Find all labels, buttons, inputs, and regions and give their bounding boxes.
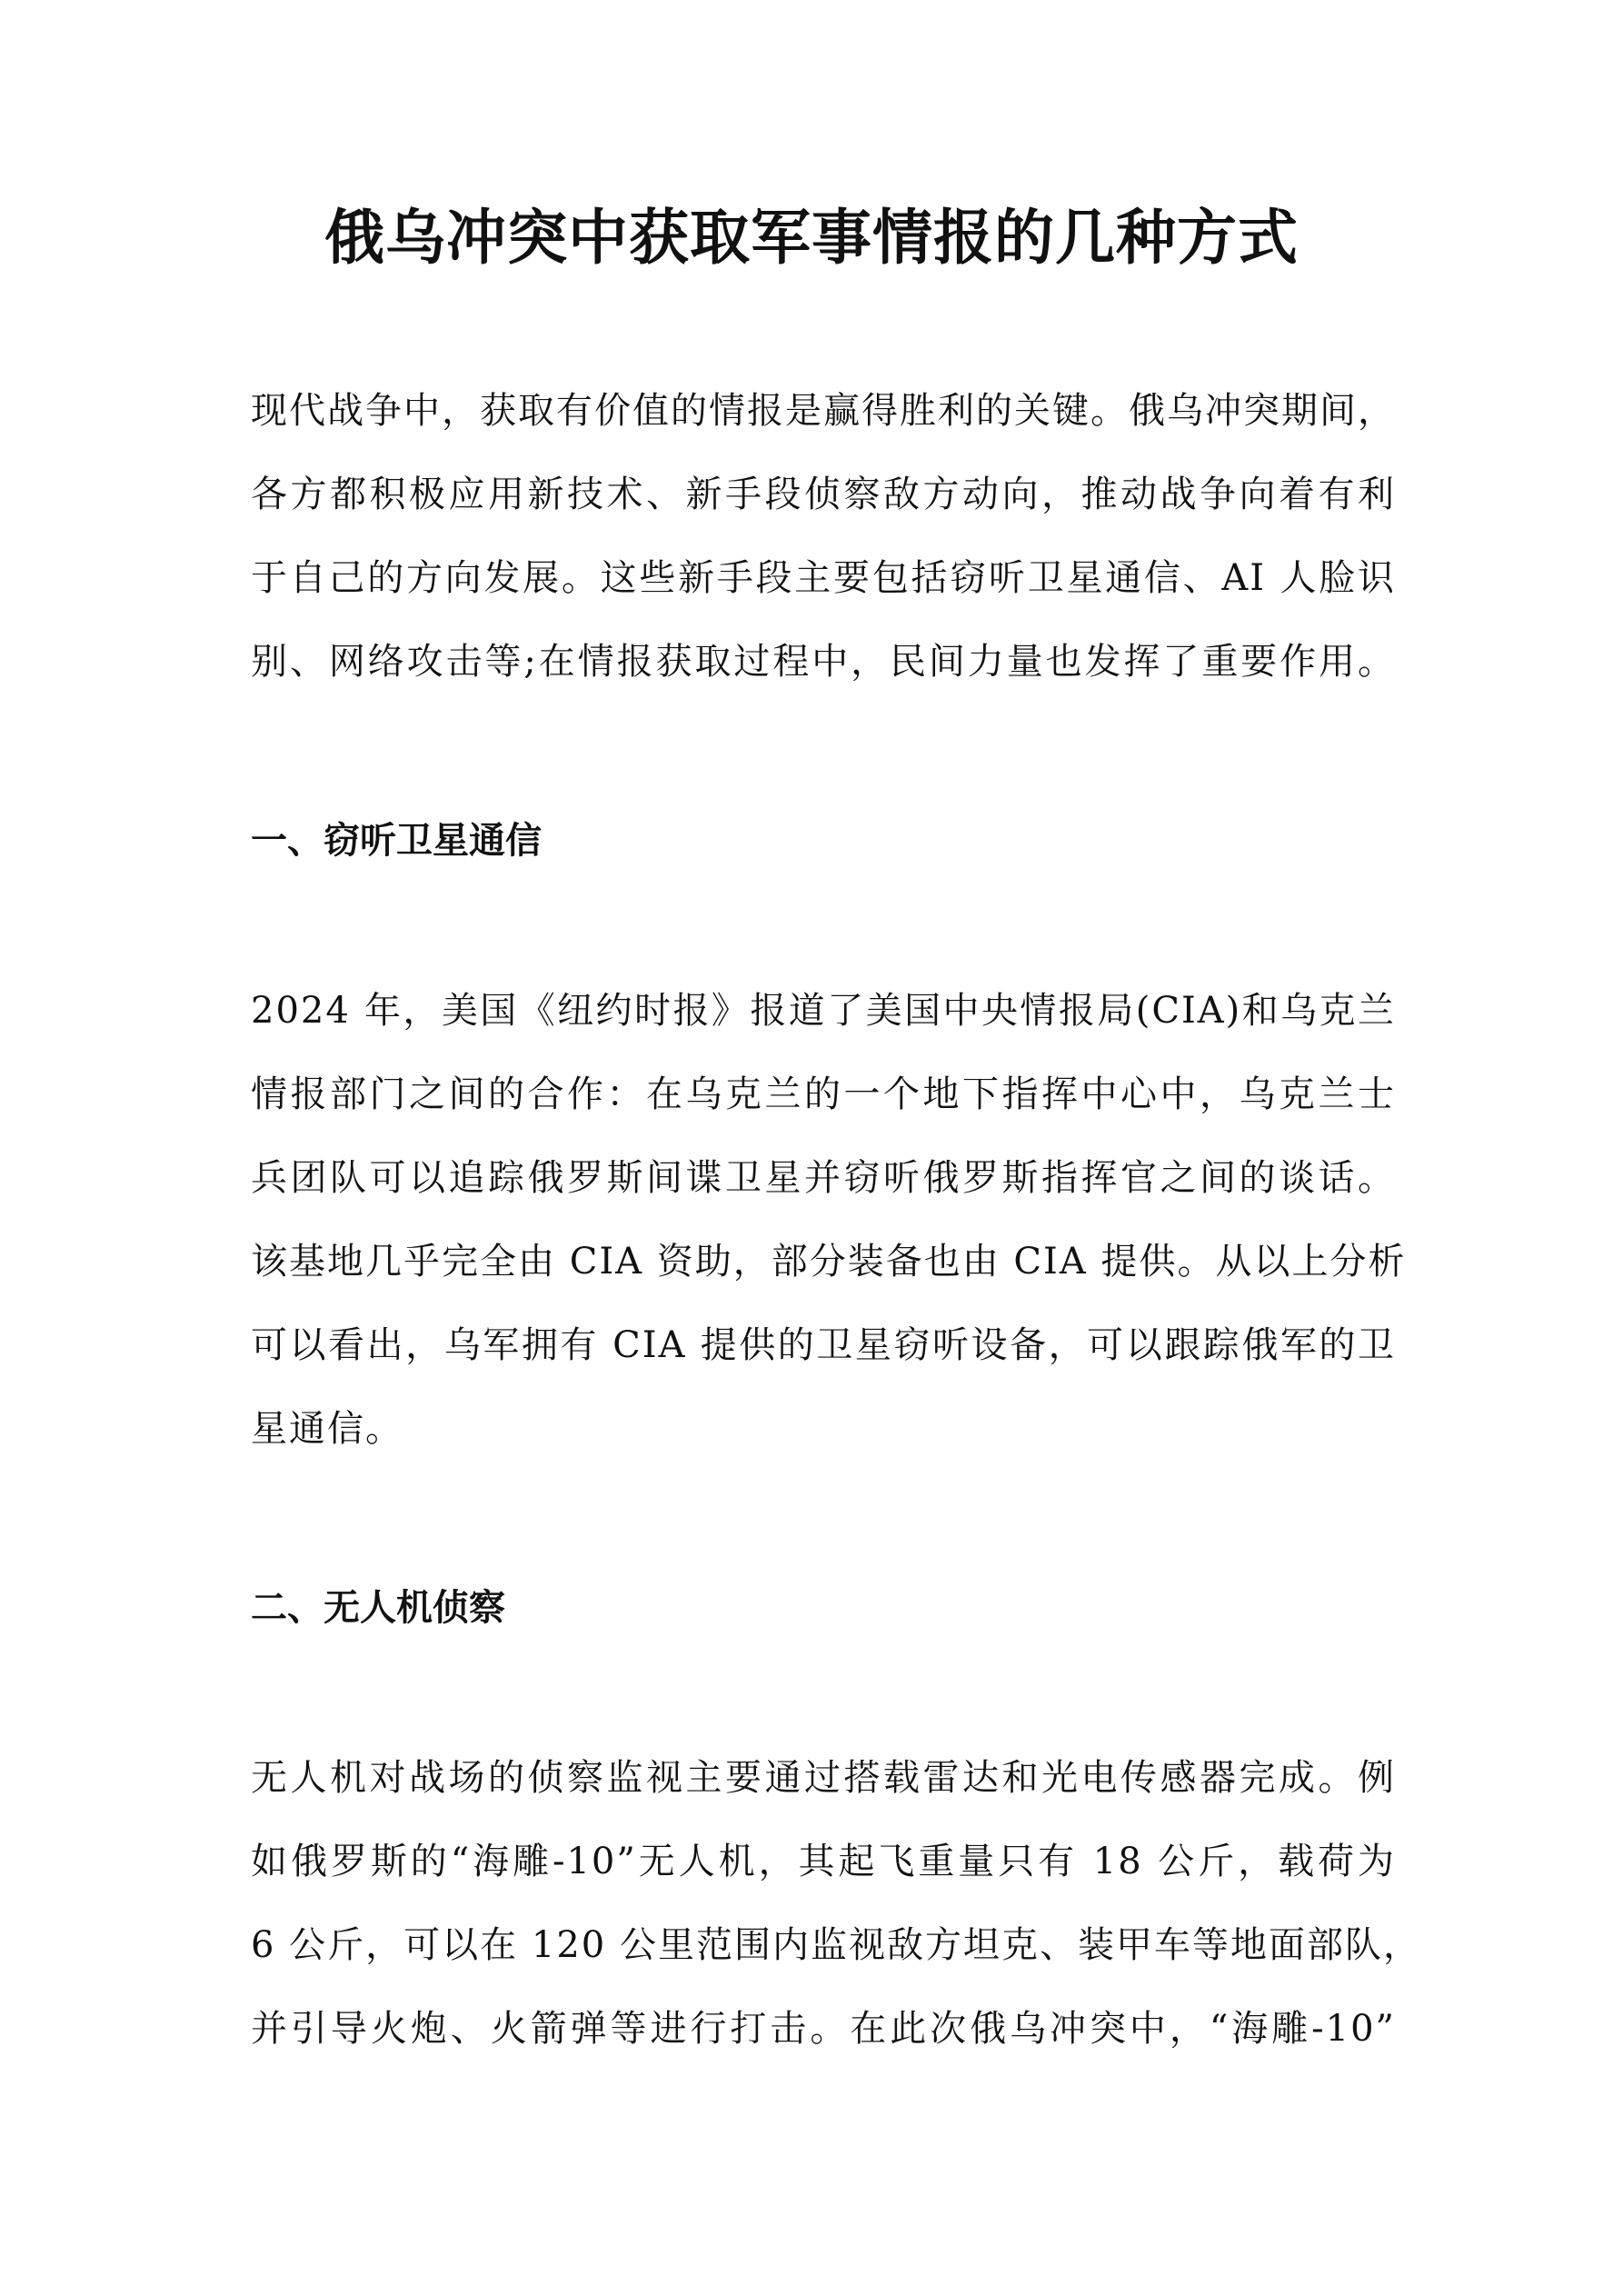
intro-line: 现代战争中，获取有价值的情报是赢得胜利的关键。俄乌冲突期间， xyxy=(251,390,1396,432)
section1-line: 2024 年，美国《纽约时报》报道了美国中央情报局(CIA)和乌克兰 xyxy=(251,990,1396,1032)
section2-line: 并引导火炮、火箭弹等进行打击。在此次俄乌冲突中，“海雕-10” xyxy=(251,2008,1396,2050)
intro-line: 各方都积极应用新技术、新手段侦察敌方动向，推动战争向着有利 xyxy=(251,474,1396,515)
intro-line: 别、网络攻击等;在情报获取过程中，民间力量也发挥了重要作用。 xyxy=(251,641,1396,683)
intro-line: 于自己的方向发展。这些新手段主要包括窃听卫星通信、AI 人脸识 xyxy=(251,557,1396,599)
section1-line: 情报部门之间的合作：在乌克兰的一个地下指挥中心中，乌克兰士 xyxy=(251,1073,1396,1115)
document-title: 俄乌冲突中获取军事情报的几种方式 xyxy=(324,203,1299,273)
section1-line: 可以看出，乌军拥有 CIA 提供的卫星窃听设备，可以跟踪俄军的卫 xyxy=(251,1324,1396,1366)
section2-line: 无人机对战场的侦察监视主要通过搭载雷达和光电传感器完成。例 xyxy=(251,1757,1396,1799)
section-heading-1: 一、窃听卫星通信 xyxy=(251,820,542,862)
section-heading-2: 二、无人机侦察 xyxy=(251,1587,505,1629)
section2-line: 6 公斤，可以在 120 公里范围内监视敌方坦克、装甲车等地面部队， xyxy=(251,1924,1421,1966)
section1-line: 星通信。 xyxy=(251,1408,403,1450)
section1-line: 该基地几乎完全由 CIA 资助，部分装备也由 CIA 提供。从以上分析 xyxy=(251,1241,1407,1283)
section2-line: 如俄罗斯的“海雕-10”无人机，其起飞重量只有 18 公斤，载荷为 xyxy=(251,1841,1396,1882)
section1-line: 兵团队可以追踪俄罗斯间谍卫星并窃听俄罗斯指挥官之间的谈话。 xyxy=(251,1157,1396,1199)
